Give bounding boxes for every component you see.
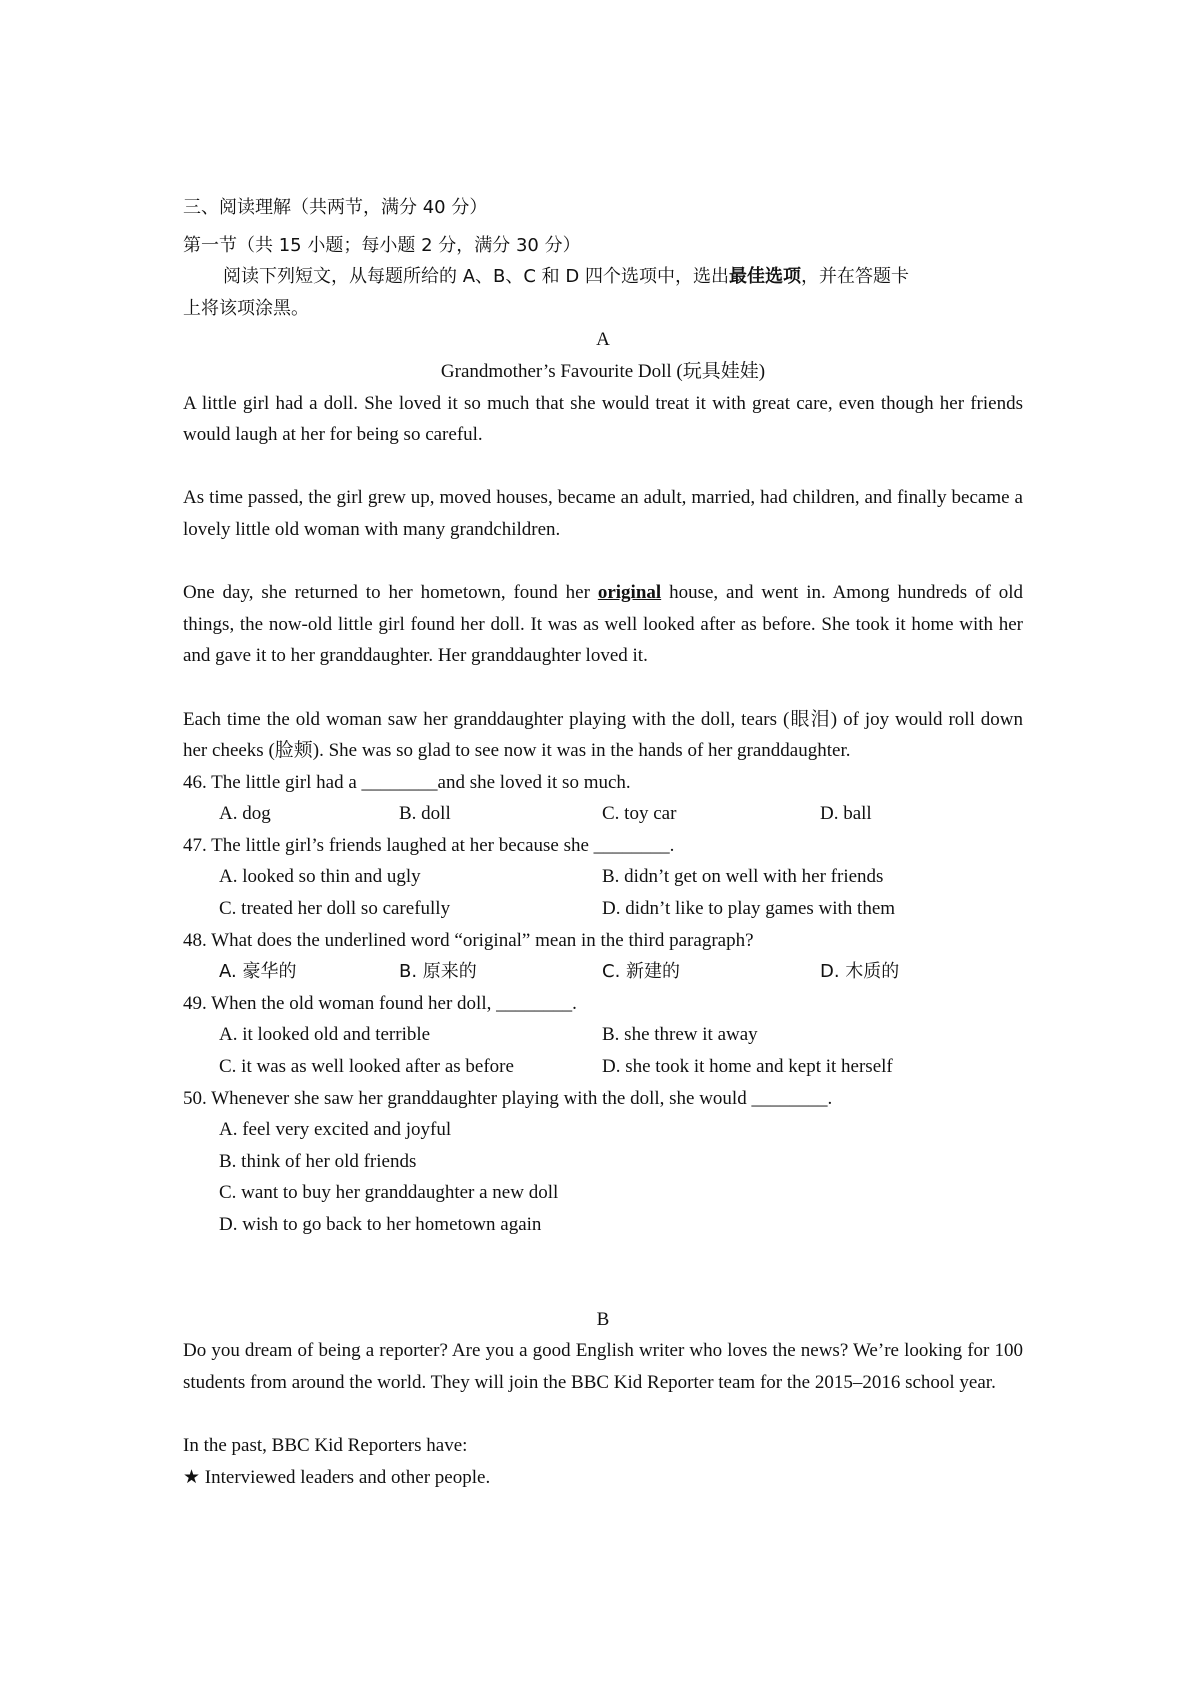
question-49-options-row-2: [219, 1051, 1023, 1083]
spacer: [183, 672, 1023, 704]
question-49-options-row-1: [219, 1019, 1023, 1051]
option-b[interactable]: B. she threw it away: [602, 1024, 758, 1046]
paragraph-text: house, and went in. Among hundreds of old things, the now-old little girl found her doll. It was as well looked after as before. She took it home with her and gave it to her granddaughter. Her granddaughter loved it.: [183, 582, 1023, 667]
option-a[interactable]: A. feel very excited and joyful: [219, 1119, 452, 1141]
option-c[interactable]: C. 新建的: [602, 961, 681, 983]
option-d[interactable]: D. 木质的: [820, 961, 900, 983]
question-46-stem: 46. The little girl had a ________and she loved it so much.: [183, 771, 631, 793]
option-c[interactable]: C. toy car: [602, 803, 677, 825]
passage-b-bullet: [183, 1462, 1023, 1494]
passage-a-paragraph-2: As time passed, the girl grew up, moved houses, became an adult, married, had children, and finally became a lovely little old woman with many grandchildren.: [183, 487, 1023, 540]
passage-b-label: B: [596, 1308, 610, 1330]
option-d[interactable]: D. she took it home and kept it herself: [602, 1056, 893, 1078]
question-47-options-row-2: [219, 893, 1023, 925]
option-c[interactable]: C. want to buy her granddaughter a new doll: [219, 1182, 559, 1204]
spacer: [183, 1272, 1023, 1304]
section-title: 三、阅读理解（共两节，满分 40 分）: [183, 197, 488, 218]
passage-a-paragraph-4: Each time the old woman saw her granddaughter playing with the doll, tears (眼泪) of joy would roll down her cheeks (脸颊). She was so glad to see now it was in the hands of her granddaughter.: [183, 708, 1023, 762]
option-d[interactable]: D. ball: [820, 803, 872, 825]
underlined-word: original: [597, 582, 662, 604]
question-46-options: [219, 798, 1023, 830]
question-48-stem: 48. What does the underlined word “original” mean in the third paragraph?: [183, 929, 754, 951]
option-a[interactable]: A. it looked old and terrible: [219, 1024, 431, 1046]
option-b[interactable]: B. didn’t get on well with her friends: [602, 866, 884, 888]
option-c[interactable]: C. it was as well looked after as before: [219, 1056, 514, 1078]
question-48-options: [219, 956, 1023, 988]
instruction-bold: 最佳选项: [728, 266, 801, 288]
option-c[interactable]: C. treated her doll so carefully: [219, 898, 451, 920]
passage-b-paragraph-2: In the past, BBC Kid Reporters have:: [183, 1435, 468, 1457]
spacer: [183, 546, 1023, 578]
question-47-stem: 47. The little girl’s friends laughed at her because she ________.: [183, 834, 675, 856]
question-50-stem: 50. Whenever she saw her granddaughter playing with the doll, she would ________.: [183, 1087, 833, 1109]
instruction-text: 阅读下列短文，从每题所给的 A、B、C 和 D 四个选项中，选出: [223, 266, 729, 288]
passage-b-paragraph-1: Do you dream of being a reporter? Are you a good English writer who loves the news? We’re looking for 100 students from around the world. They will join the BBC Kid Reporter team for the 2015–2016 school year.: [183, 1340, 1023, 1393]
instruction-line-2: 上将该项涂黑。: [183, 297, 309, 319]
spacer: [183, 451, 1023, 483]
instruction-text-end: ，并在答题卡: [800, 266, 909, 288]
star-icon: ★: [183, 1465, 201, 1488]
passage-a-paragraph-3: [183, 577, 1023, 672]
question-47-options-row-1: [219, 861, 1023, 893]
bullet-text: Interviewed leaders and other people.: [204, 1466, 491, 1488]
paragraph-text: One day, she returned to her hometown, found her: [183, 582, 598, 604]
part-title: 第一节（共 15 小题；每小题 2 分，满分 30 分）: [183, 234, 581, 256]
passage-a-label: A: [596, 329, 610, 351]
option-b[interactable]: B. 原来的: [399, 961, 477, 983]
option-d[interactable]: D. didn’t like to play games with them: [602, 898, 896, 920]
spacer: [183, 1241, 1023, 1273]
option-b[interactable]: B. think of her old friends: [219, 1150, 417, 1172]
option-a[interactable]: A. 豪华的: [219, 961, 297, 983]
passage-a-paragraph-1: A little girl had a doll. She loved it so much that she would treat it with great care, even though her friends would laugh at her for being so careful.: [183, 392, 1023, 446]
option-d[interactable]: D. wish to go back to her hometown again: [219, 1214, 542, 1235]
passage-a-title: Grandmother’s Favourite Doll (玩具娃娃): [440, 360, 766, 382]
option-b[interactable]: B. doll: [399, 803, 451, 825]
instruction-line-1: [183, 261, 1023, 293]
option-a[interactable]: A. dog: [219, 803, 271, 825]
exam-page: [183, 192, 1023, 1493]
spacer: [183, 1399, 1023, 1431]
option-a[interactable]: A. looked so thin and ugly: [219, 866, 421, 888]
question-49-stem: 49. When the old woman found her doll, ________.: [183, 992, 577, 1014]
